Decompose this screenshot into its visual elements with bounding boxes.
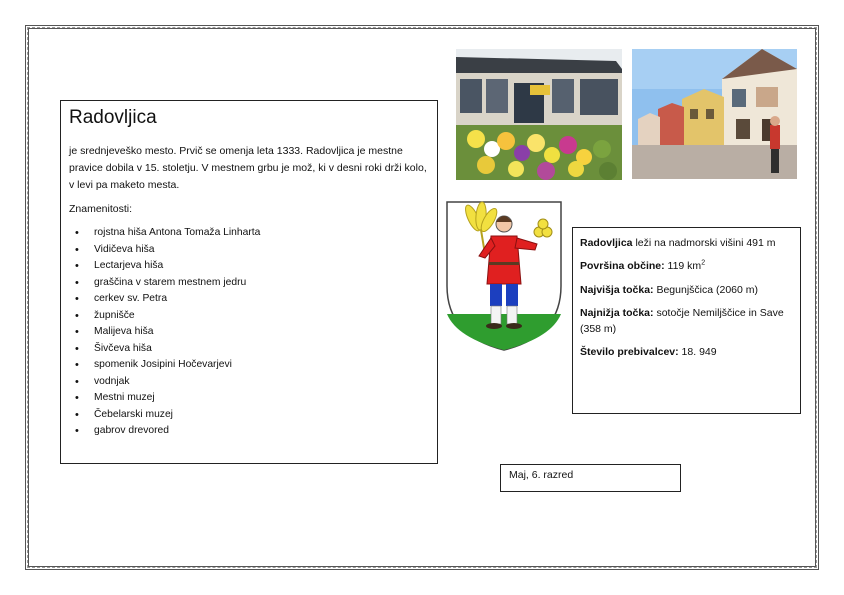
page-title: Radovljica	[69, 107, 157, 128]
list-item: • Malijeva hiša	[69, 324, 429, 341]
fact-highest-point: Najvišja točka: Begunjščica (2060 m)	[580, 283, 759, 296]
main-text-box	[60, 100, 438, 464]
fact-altitude: Radovljica leži na nadmorski višini 491 m	[580, 237, 776, 249]
list-item: • župnišče	[69, 308, 429, 325]
list-item: • Vidičeva hiša	[69, 242, 429, 259]
list-item: • Šivčeva hiša	[69, 341, 429, 358]
fact-area: Površina občine: 119 $km^2$	[580, 259, 706, 273]
list-item: • rojstna hiša Antona Tomaža Linharta	[69, 225, 429, 242]
sights-list	[69, 225, 429, 440]
list-item: • Mestni muzej	[69, 390, 429, 407]
photo-building-flowers	[456, 49, 622, 180]
list-item: • vodnjak	[69, 374, 429, 391]
list-item: • Čebelarski muzej	[69, 407, 429, 424]
fact-lowest-point: Najnižja točka: sotočje Nemiljščice in Save (358 m)	[580, 306, 784, 336]
sights-heading: Znamenitosti:	[69, 203, 133, 216]
list-item: • spomenik Josipini Hočevarjevi	[69, 357, 429, 374]
photo-old-town-street	[632, 49, 797, 179]
fact-population: Število prebivalcev: 18. 949	[580, 346, 717, 359]
list-item: • Lectarjeva hiša	[69, 258, 429, 275]
list-item: • cerkev sv. Petra	[69, 291, 429, 308]
facts-box	[572, 227, 801, 414]
coat-of-arms-emblem	[443, 196, 565, 354]
list-item: • graščina v starem mestnem jedru	[69, 275, 429, 292]
intro-paragraph: je srednjeveško mesto. Prvič se omenja leta 1333. Radovljica je mestne pravice dobila v 15. stoletju. V mestnem grbu je mož, ki v desni roki drži kolo, v levi pa maketo mesta.	[69, 145, 427, 191]
author-label: Maj, 6. razred	[500, 464, 681, 492]
list-item: • gabrov drevored	[69, 423, 429, 440]
